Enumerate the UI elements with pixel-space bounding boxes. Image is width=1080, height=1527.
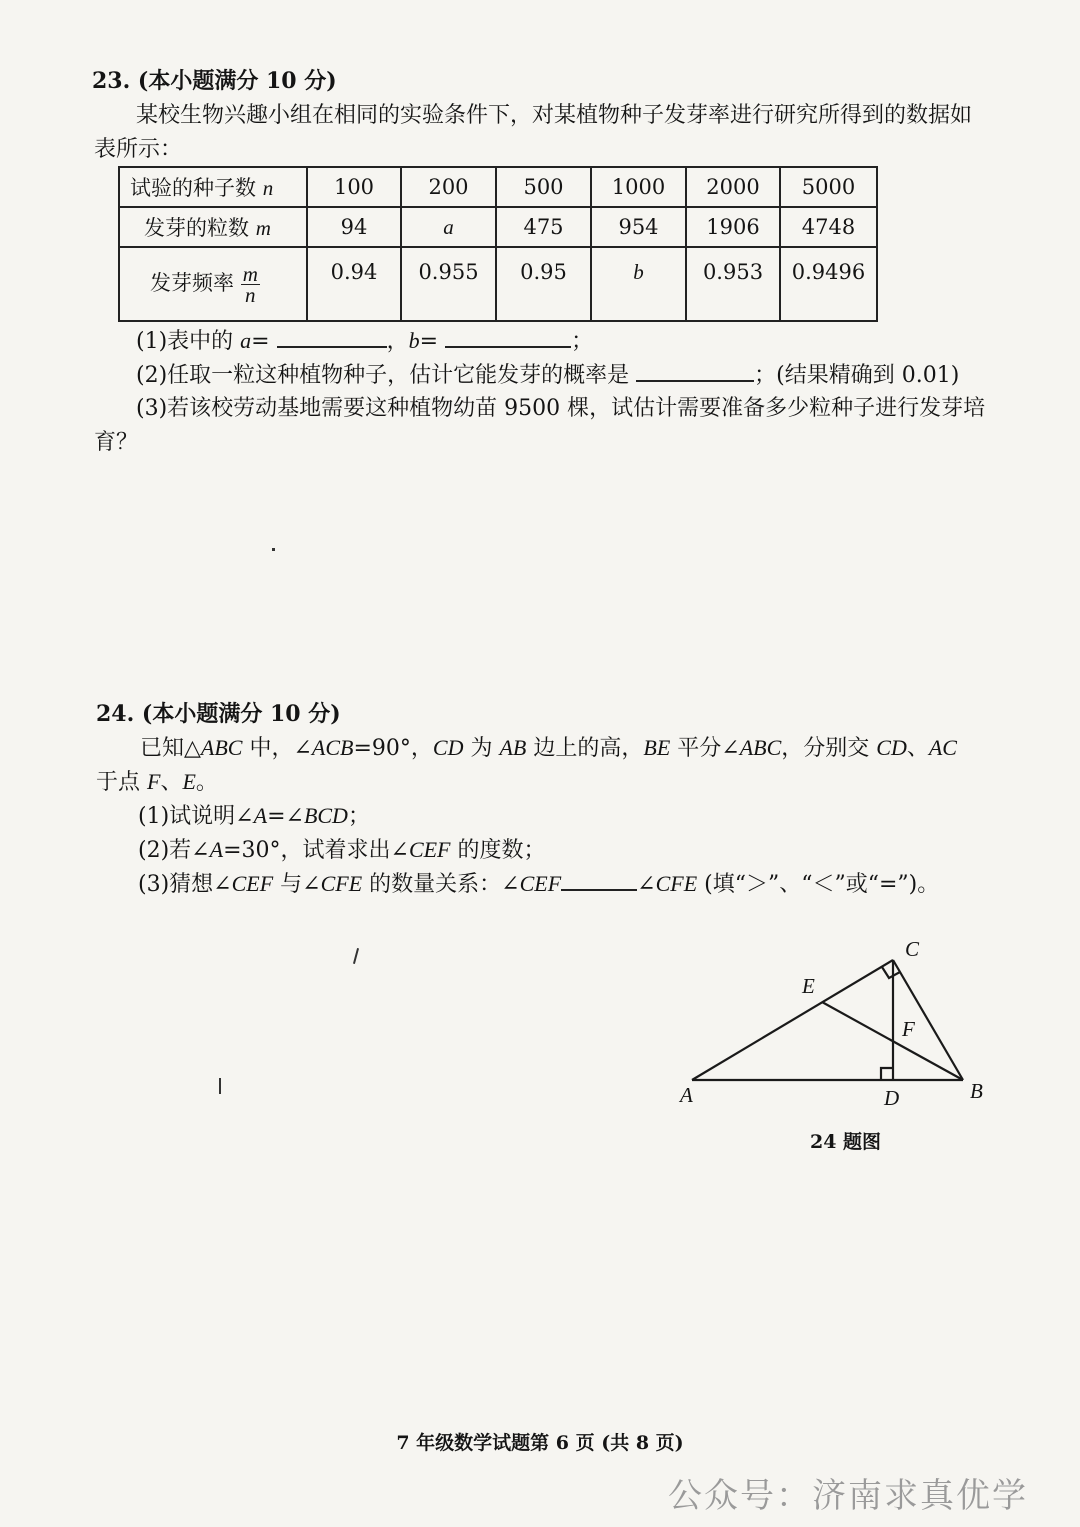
q24-stem-line2: 于点 F、E。: [96, 769, 218, 795]
figure-caption: 24 题图: [810, 1131, 882, 1153]
table-cell: 0.955: [401, 247, 496, 321]
answer-blank-b[interactable]: [445, 326, 571, 348]
label-A: A: [680, 1083, 693, 1107]
watermark: 公众号：济南求真优学: [668, 1476, 1028, 1516]
table-cell: 500: [496, 167, 591, 207]
table-cell: 954: [591, 207, 686, 247]
table-cell: 0.94: [307, 247, 401, 321]
q23-header: 23. (本小题满分 10 分): [92, 68, 337, 94]
table-cell: 2000: [686, 167, 780, 207]
fraction-m-over-n: $\frac{m}{n}$: [242, 261, 258, 307]
q24-stem-line1: 已知△ABC 中，∠ACB=90°，CD 为 AB 边上的高，BE 平分∠ABC，分别交 CD、AC: [140, 735, 957, 761]
table-cell: 94: [307, 207, 401, 247]
seed-data-table: [118, 166, 878, 322]
scan-speck: [353, 948, 359, 964]
table-cell-var-a: a: [401, 207, 496, 247]
answer-blank-relation[interactable]: [561, 869, 637, 891]
q23-stem-line1: 某校生物兴趣小组在相同的实验条件下，对某植物种子发芽率进行研究所得到的数据如: [136, 103, 973, 128]
table-row-germinated: [119, 207, 877, 247]
right-angle-mark-D: [881, 1068, 893, 1080]
q24-part3: (3)猜想∠CEF 与∠CFE 的数量关系：∠CEF ∠CFE (填“＞”、“＜”或“=”)。: [138, 871, 940, 897]
table-cell: 1906: [686, 207, 780, 247]
table-cell: 200: [401, 167, 496, 207]
label-F: F: [902, 1017, 915, 1041]
q23-part3-line1: (3)若该校劳动基地需要这种植物幼苗 9500 棵，试估计需要准备多少粒种子进行发芽培: [136, 396, 986, 421]
label-C: C: [905, 937, 920, 961]
table-row-seeds: [119, 167, 877, 207]
triangle-figure: [670, 930, 1000, 1125]
label-E: E: [802, 974, 815, 998]
table-header-germinated: 发芽的粒数 m: [119, 207, 307, 247]
table-cell: 100: [307, 167, 401, 207]
label-D: D: [884, 1086, 900, 1110]
answer-blank-probability[interactable]: [636, 360, 754, 382]
q24-part2: (2)若∠A=30°，试着求出∠CEF 的度数；: [138, 837, 546, 863]
table-cell: 0.95: [496, 247, 591, 321]
table-cell: 5000: [780, 167, 877, 207]
table-cell: 4748: [780, 207, 877, 247]
scan-speck: [219, 1078, 221, 1094]
q23-part2: (2)任取一粒这种植物种子，估计它能发芽的概率是 ；(结果精确到 0.01): [136, 360, 959, 391]
page-footer: 7 年级数学试题第 6 页 (共 8 页): [396, 1432, 684, 1454]
segment-AC: [692, 960, 893, 1080]
table-cell: 1000: [591, 167, 686, 207]
answer-blank-a[interactable]: [277, 326, 387, 348]
table-cell: 0.9496: [780, 247, 877, 321]
q23-part1: (1)表中的 a= ，b= ；: [136, 328, 594, 354]
q23-stem-line2: 表所示：: [94, 137, 183, 162]
scan-speck: [272, 548, 275, 551]
q23-part3-line2: 育？: [94, 430, 139, 455]
table-header-seeds: 试验的种子数 n: [119, 167, 307, 207]
table-cell: 0.953: [686, 247, 780, 321]
table-header-frequency: 发芽频率 $\frac{m}{n}$: [119, 247, 307, 321]
q24-part1: (1)试说明∠A=∠BCD；: [138, 803, 370, 829]
table-row-frequency: [119, 247, 877, 321]
label-B: B: [970, 1079, 983, 1103]
table-cell-var-b: b: [591, 247, 686, 321]
q24-header: 24. (本小题满分 10 分): [96, 701, 341, 727]
table-cell: 475: [496, 207, 591, 247]
